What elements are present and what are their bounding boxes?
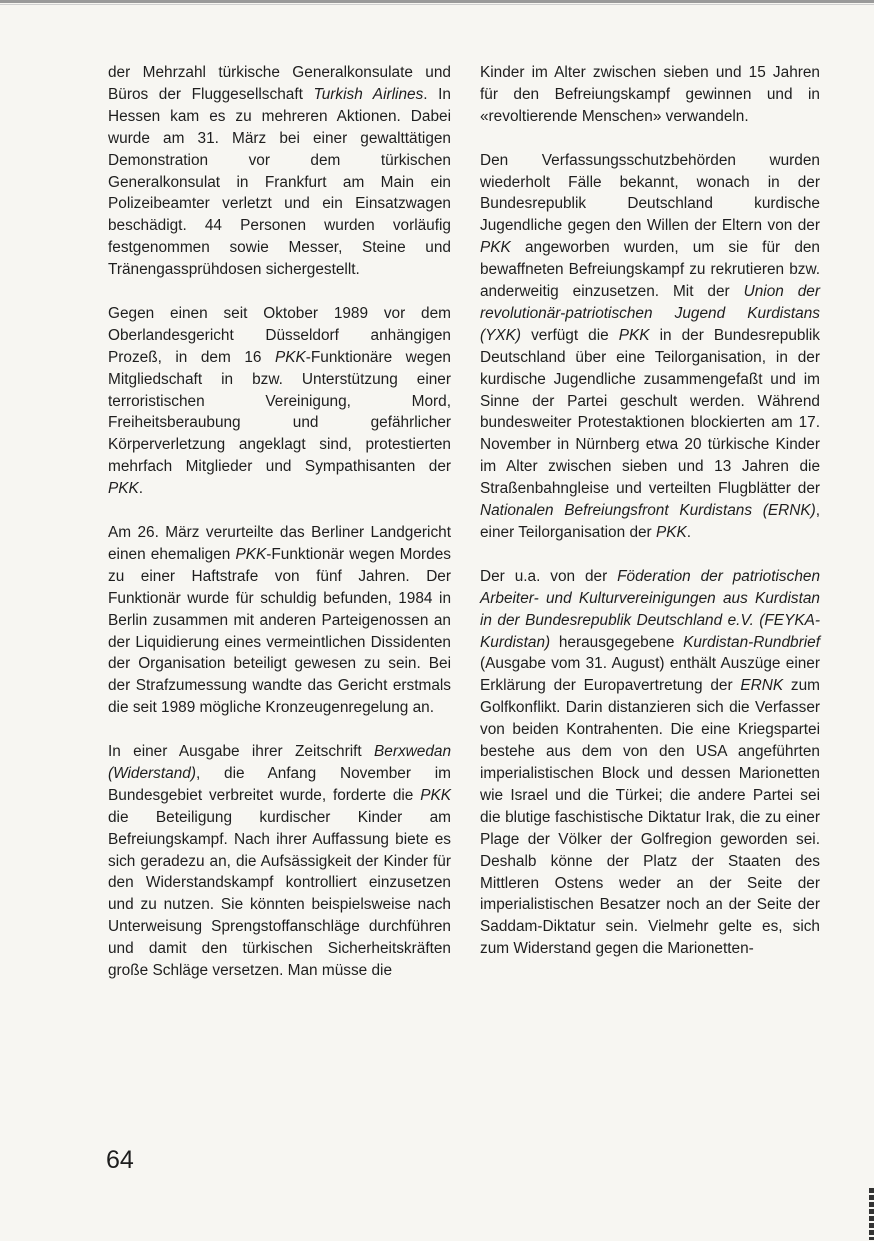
- text-segment: Den Verfassungsschutzbehörden wurden wiederholt Fälle bekannt, wonach in der Bundesrepublik Deutschland kurdische Jugendliche gegen den Willen der Eltern von der: [480, 151, 820, 235]
- text-segment: .: [686, 524, 692, 542]
- paragraph: [108, 522, 451, 719]
- text-segment: herausgegebene: [550, 633, 684, 651]
- right-text-column: [480, 62, 820, 960]
- paragraph: [108, 303, 451, 500]
- page-number: 64: [106, 1146, 134, 1174]
- italic-text-segment: Kurdistan-Rundbrief: [683, 633, 820, 651]
- italic-text-segment: Turkish Airlines: [313, 85, 424, 103]
- text-segment: Gegen einen seit Oktober 1989 vor dem Oberlandesgericht Düsseldorf anhängigen Prozeß, in dem 16: [108, 304, 451, 366]
- text-segment: zum Golfkonflikt. Darin distanzieren sich die Verfasser von beiden Kontrahenten. Die eine Kriegspartei bestehe aus dem von den USA angeführten imperialistischen Block und dessen Marionetten wie Israel und die Türkei; die andere Partei sei die blutige faschistische Diktatur Irak, die zu einer Plage der Völker der Golfregion geworden sei. Deshalb könne der Platz der Staaten des Mittleren Ostens weder an der Seite der imperialistischen Besatzer noch an der Seite der Saddam-Diktatur sein. Vielmehr gelte es, sich zum Widerstand gegen die Marionetten-: [480, 677, 820, 958]
- paragraph: [480, 150, 820, 544]
- paragraph: [108, 741, 451, 982]
- italic-text-segment: Nationalen Befreiungsfront Kurdistans (ERNK): [480, 502, 816, 520]
- italic-text-segment: PKK: [235, 545, 267, 563]
- paragraph: [480, 566, 820, 960]
- text-segment: in der Bundesrepublik Deutschland über eine Teilorganisation, in der kurdische Jugendliche zusammengefaßt und im Sinne der Partei geschult werden. Während bundesweiter Protestaktionen blockierten am 17. November in Nürnberg etwa 20 türkische Kinder im Alter zwischen sieben und 13 Jahren die Straßenbahngleise und verteilten Flugblätter der: [480, 326, 820, 498]
- paragraph: [480, 62, 820, 128]
- text-segment: angeworben wurden, um sie für den bewaffneten Befreiungskampf zu rekrutieren bzw. anderweitig einzusetzen. Mit der: [480, 239, 820, 301]
- text-segment: der Mehrzahl türkische Generalkonsulate und Büros der Fluggesellschaft: [108, 64, 451, 103]
- scan-edge-marks: [869, 1188, 874, 1240]
- italic-text-segment: Union der revolutionär-patriotischen Jugend Kurdistans (YXK): [480, 283, 820, 344]
- text-segment: , die Anfang November im Bundesgebiet verbreitet wurde, forderte die: [108, 764, 451, 804]
- italic-text-segment: ERNK: [740, 677, 784, 695]
- italic-text-segment: PKK: [420, 786, 451, 804]
- scan-top-border: [0, 0, 874, 3]
- italic-text-segment: PKK: [655, 524, 687, 542]
- text-segment: .: [138, 480, 144, 498]
- text-segment: -Funktionäre wegen Mitgliedschaft in bzw. Unterstützung einer terroristischen Vereinigung, Mord, Freiheitsberaubung und gefährlicher Körperverletzung angeklagt sind, protestierten mehrfach Mitglieder und Sympathisanten der: [108, 348, 451, 476]
- text-segment: Am 26. März verurteilte das Berliner Landgericht einen ehemaligen: [108, 524, 451, 563]
- left-text-column: [108, 62, 451, 982]
- paragraph: [108, 62, 451, 281]
- text-segment: In einer Ausgabe ihrer Zeitschrift: [108, 743, 374, 761]
- italic-text-segment: PKK: [108, 480, 139, 498]
- italic-text-segment: PKK: [618, 326, 650, 344]
- text-segment: . In Hessen kam es zu mehreren Aktionen. Dabei wurde am 31. März bei einer gewalttätigen Demonstration vor dem türkischen Generalkonsulat in Frankfurt am Main ein Polizeibeamter verletzt und ein Einsatzwagen beschädigt. 44 Personen wurden vorläufig festgenommen sowie Messer, Steine und Tränengassprühdosen sichergestellt.: [108, 85, 451, 279]
- text-segment: (Ausgabe vom 31. August) enthält Auszüge einer Erklärung der Europavertretung der: [480, 655, 820, 695]
- text-segment: die Beteiligung kurdischer Kinder am Befreiungskampf. Nach ihrer Auffassung biete es sich geradezu an, die Aufsässigkeit der Kinder für den Widerstandskampf kontrolliert einzusetzen und zu nutzen. Sie könnten beispielsweise nach Unterweisung Sprengstoffanschläge durchführen und damit den türkischen Sicherheitskräften große Schläge versetzen. Man müsse die: [108, 808, 451, 980]
- text-segment: , einer Teilorganisation der: [480, 502, 820, 542]
- text-segment: Kinder im Alter zwischen sieben und 15 Jahren für den Befreiungskampf gewinnen und in «revoltierende Menschen» verwandeln.: [480, 64, 820, 125]
- italic-text-segment: PKK: [480, 239, 511, 257]
- text-segment: -Funktionär wegen Mordes zu einer Haftstrafe von fünf Jahren. Der Funktionär wurde für schuldig befunden, 1984 in Berlin zusammen mit anderen Parteigenossen an der Liquidierung eines vermeintlichen Dissidenten der Organisation beteiligt gewesen zu sein. Bei der Strafzumessung wandte das Gericht erstmals die seit 1989 mögliche Kronzeugenregelung an.: [108, 545, 451, 717]
- scan-top-border-shadow: [0, 4, 874, 5]
- text-segment: Der u.a. von der: [480, 567, 618, 585]
- text-segment: verfügt die: [521, 326, 619, 344]
- italic-text-segment: PKK: [274, 348, 306, 366]
- italic-text-segment: Berxwedan (Widerstand): [108, 743, 451, 782]
- italic-text-segment: Föderation der patriotischen Arbeiter- und Kulturvereinigungen aus Kurdistan in der Bundesrepublik Deutschland e.V. (FEYKA-Kurdistan): [480, 567, 821, 651]
